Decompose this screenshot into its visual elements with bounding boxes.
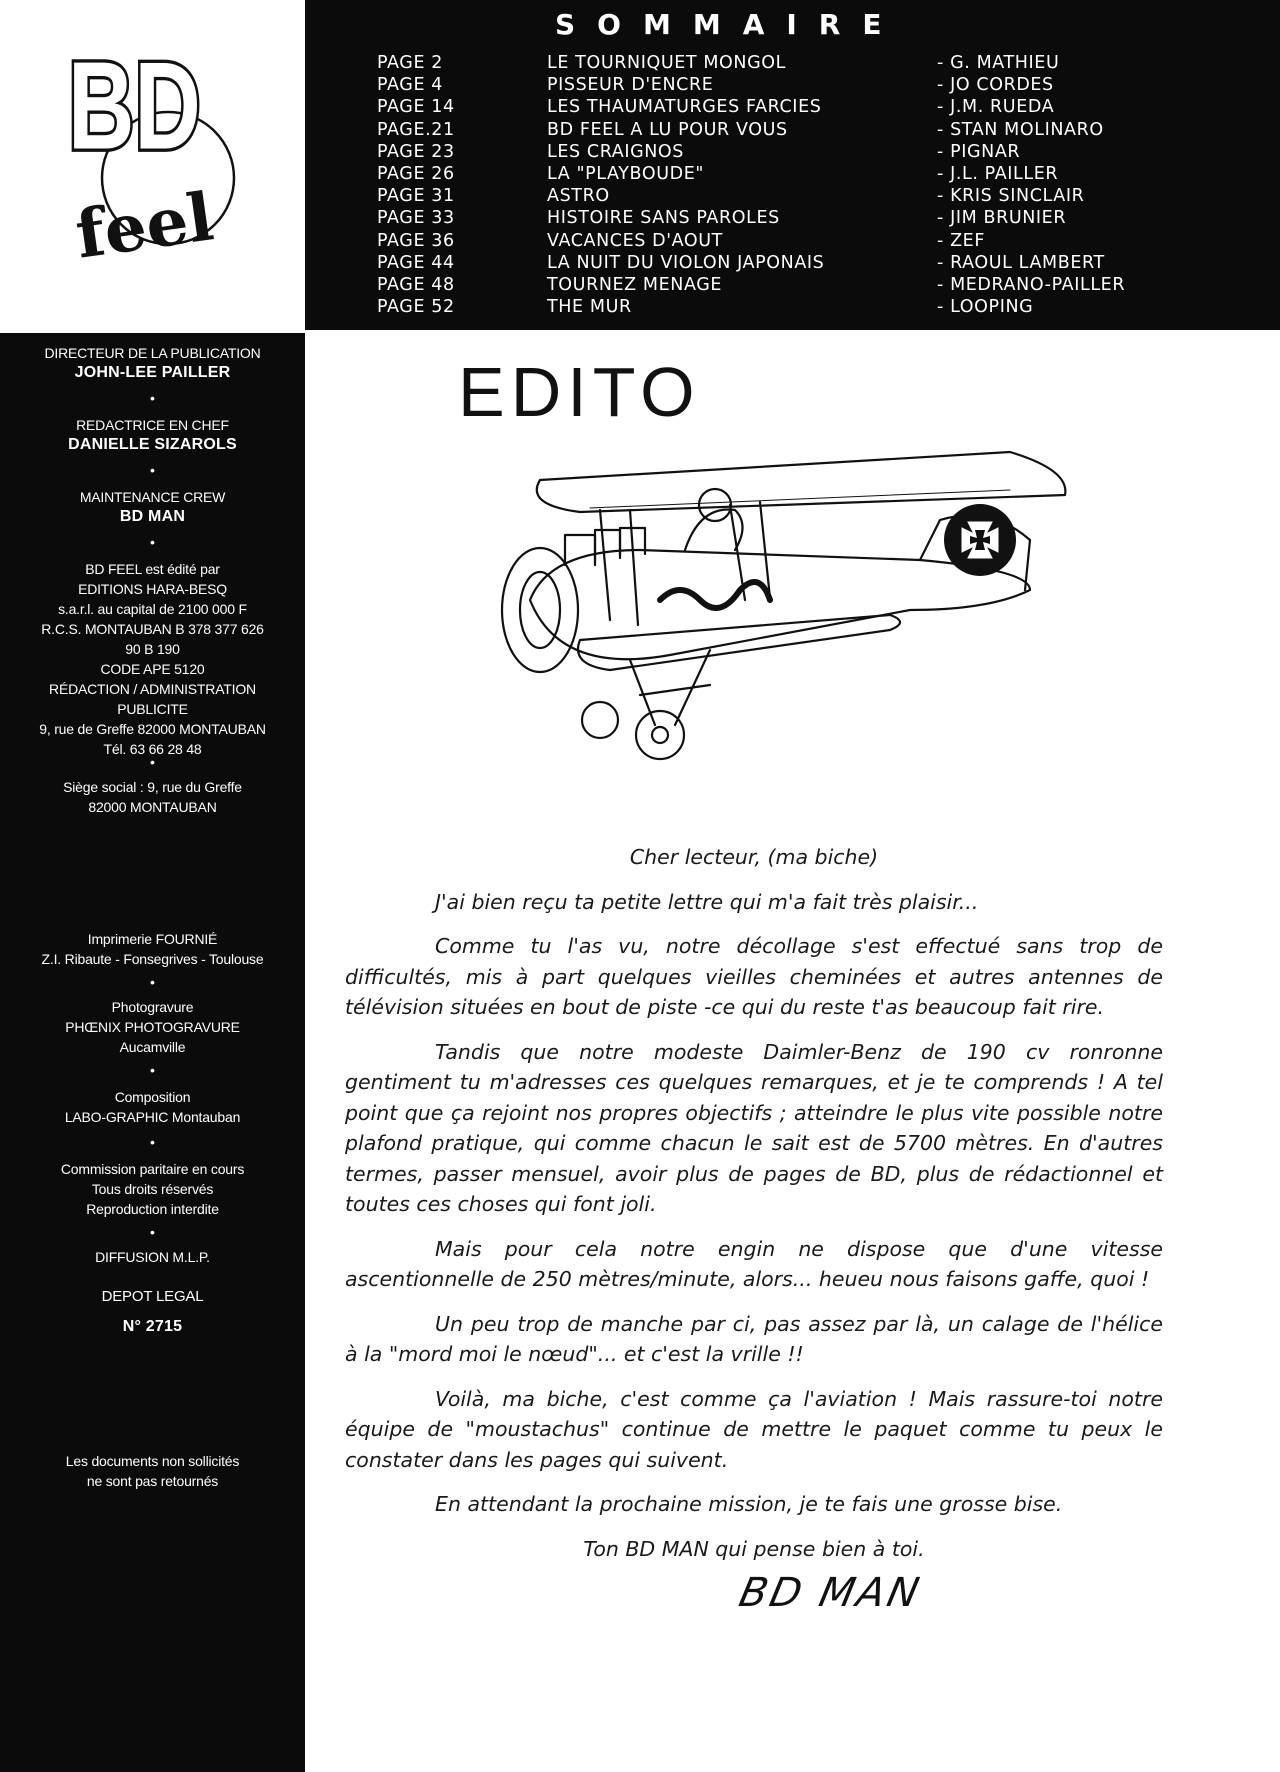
- toc-author: - STAN MOLINARO: [937, 119, 1104, 140]
- diffusion-block: [0, 1247, 305, 1267]
- toc-author: - J.L. PAILLER: [937, 163, 1059, 184]
- bd-feel-logo: [0, 0, 305, 330]
- toc-story-title: BD FEEL A LU POUR VOUS: [547, 119, 788, 140]
- rights-block: [0, 1159, 305, 1219]
- toc-author: - J.M. RUEDA: [937, 97, 1055, 118]
- toc-page-number: PAGE 14: [377, 97, 455, 118]
- toc-story-title: LES CRAIGNOS: [547, 141, 685, 162]
- sommaire-title: SOMMAIRE: [555, 8, 904, 41]
- toc-page-number: PAGE 33: [377, 208, 455, 229]
- letter-paragraph: Un peu trop de manche par ci, pas assez par là, un calage de l'hélice à la "mord moi le nœud"... et c'est la vrille !!: [345, 1311, 1163, 1366]
- footer-note: [0, 1451, 305, 1491]
- photogravure-block: [0, 997, 305, 1057]
- depot-number: N° 2715: [122, 1318, 183, 1335]
- rights-line: Reproduction interdite: [86, 1201, 219, 1217]
- toc-story-title: HISTOIRE SANS PAROLES: [547, 208, 780, 229]
- separator-dot: •: [150, 754, 155, 770]
- director-name: JOHN-LEE PAILLER: [74, 364, 231, 381]
- editor-label: REDACTRICE EN CHEF: [76, 417, 229, 433]
- toc-page-number: PAGE 2: [377, 53, 444, 73]
- toc-page-number: PAGE 36: [377, 230, 455, 251]
- credits-column: [0, 333, 305, 1772]
- editor-name: DANIELLE SIZAROLS: [68, 436, 237, 453]
- letter-paragraph: Tandis que notre modeste Daimler-Benz de 190 cv ronronne gentiment tu m'adresses ces quelques remarques, et je te comprends ! A tel point que ça rejoint nos propres objectifs ; atteindre le plus vite possible notre plafond pratique, qui comme chacun le sait est de 5700 mètres. En d'autres termes, passer mensuel, avoir plus de pages de BD, plus de rédactionnel et toutes ces choses qui font joli.: [345, 1039, 1163, 1216]
- depot-block: [0, 1287, 305, 1337]
- sommaire-panel: [305, 0, 1280, 330]
- printer-line: Z.I. Ribaute - Fonsegrives - Toulouse: [41, 951, 264, 967]
- biplane-illustration: [470, 450, 1080, 780]
- toc-author: - MEDRANO-PAILLER: [937, 274, 1126, 295]
- logo-line1: BD: [68, 37, 201, 176]
- director-block: [0, 343, 305, 383]
- composition-line: Composition: [114, 1089, 191, 1105]
- siege-line: Siège social : 9, rue du Greffe: [63, 779, 242, 795]
- footer-line: ne sont pas retournés: [86, 1473, 219, 1489]
- publisher-line: RÉDACTION / ADMINISTRATION: [49, 681, 256, 697]
- toc-story-title: LA NUIT DU VIOLON JAPONAIS: [547, 252, 825, 273]
- toc-page-number: PAGE 31: [377, 186, 455, 207]
- toc-page-number: PAGE 48: [377, 274, 455, 295]
- publisher-line: 9, rue de Greffe 82000 MONTAUBAN: [39, 721, 266, 737]
- siege-block: [0, 777, 305, 817]
- toc-story-title: PISSEUR D'ENCRE: [547, 75, 714, 96]
- signature: BD MAN: [735, 1570, 926, 1616]
- closing: Ton BD MAN qui pense bien à toi.: [583, 1536, 925, 1561]
- separator-dot: •: [150, 390, 155, 406]
- toc-author: - RAOUL LAMBERT: [937, 252, 1105, 273]
- publisher-line: 90 B 190: [125, 641, 180, 657]
- toc-author: - JO CORDES: [937, 75, 1054, 96]
- letter-paragraph: Voilà, ma biche, c'est comme ça l'aviation ! Mais rassure-toi notre équipe de "moustachus" continue de mettre le paquet comme tu peux le constater dans les pages qui suivent.: [345, 1386, 1163, 1472]
- publisher-line: CODE APE 5120: [100, 661, 205, 677]
- depot-label: DEPOT LEGAL: [101, 1288, 204, 1305]
- toc-author: - G. MATHIEU: [937, 53, 1060, 73]
- photogravure-line: Aucamville: [119, 1039, 186, 1055]
- toc-author: - JIM BRUNIER: [937, 208, 1067, 229]
- edito-title: EDITO: [458, 353, 701, 431]
- publisher-line: Tél. 63 66 28 48: [103, 741, 202, 757]
- toc-story-title: TOURNEZ MENAGE: [547, 274, 723, 295]
- editor-block: [0, 415, 305, 455]
- toc-page-number: PAGE 26: [377, 163, 455, 184]
- letter-paragraph: Comme tu l'as vu, notre décollage s'est effectué sans trop de difficultés, mis à part quelques vieilles cheminées et autres antennes de télévision situées en bout de piste -ce qui du reste t'as beaucoup fait rire.: [345, 934, 1163, 1019]
- rights-line: Commission paritaire en cours: [60, 1161, 245, 1177]
- greeting: Cher lecteur, (ma biche): [629, 845, 879, 869]
- printer-block: [0, 929, 305, 969]
- maintenance-label: MAINTENANCE CREW: [79, 489, 226, 505]
- toc-story-title: VACANCES D'AOUT: [547, 230, 723, 251]
- director-label: DIRECTEUR DE LA PUBLICATION: [44, 345, 261, 361]
- toc-author: - LOOPING: [937, 297, 1034, 318]
- separator-dot: •: [150, 1134, 155, 1150]
- toc-author: - PIGNAR: [937, 141, 1021, 162]
- maintenance-name: BD MAN: [119, 508, 186, 525]
- toc-page-number: PAGE 4: [377, 75, 444, 96]
- footer-line: Les documents non sollicités: [65, 1453, 240, 1469]
- bd-feel-logo-art: [0, 0, 305, 330]
- separator-dot: •: [150, 974, 155, 990]
- maintenance-block: [0, 487, 305, 527]
- toc-author: - ZEF: [937, 230, 985, 251]
- logo-line2: feel: [70, 177, 218, 274]
- letter-paragraph: En attendant la prochaine mission, je te fais une grosse bise.: [435, 1492, 1063, 1516]
- toc-story-title: LE TOURNIQUET MONGOL: [547, 53, 786, 73]
- toc-author: - KRIS SINCLAIR: [937, 186, 1085, 207]
- siege-line: 82000 MONTAUBAN: [88, 799, 217, 815]
- letter-paragraph: Mais pour cela notre engin ne dispose que d'une vitesse ascentionnelle de 250 mètres/minute, alors... heueu nous faisons gaffe, quoi !: [345, 1236, 1163, 1291]
- letter-body: [345, 887, 1163, 1520]
- publisher-block: [0, 559, 305, 759]
- photogravure-line: PHŒNIX PHOTOGRAVURE: [65, 1019, 240, 1035]
- edito-letter: [345, 842, 1163, 1578]
- publisher-line: PUBLICITE: [117, 701, 188, 717]
- separator-dot: •: [150, 462, 155, 478]
- composition-block: [0, 1087, 305, 1127]
- composition-line: LABO-GRAPHIC Montauban: [64, 1109, 241, 1125]
- toc-story-title: THE MUR: [547, 297, 632, 318]
- toc-page-number: PAGE 44: [377, 252, 455, 273]
- letter-paragraph: J'ai bien reçu ta petite lettre qui m'a fait très plaisir...: [435, 889, 979, 914]
- rights-line: Tous droits réservés: [91, 1181, 214, 1197]
- toc-story-title: LES THAUMATURGES FARCIES: [547, 97, 822, 118]
- toc-story-title: ASTRO: [547, 186, 610, 207]
- publisher-line: R.C.S. MONTAUBAN B 378 377 626: [41, 621, 264, 637]
- publisher-line: BD FEEL est édité par: [85, 561, 220, 577]
- separator-dot: •: [150, 534, 155, 550]
- separator-dot: •: [150, 1224, 155, 1240]
- toc-page-number: PAGE.21: [377, 119, 455, 140]
- toc-story-title: LA "PLAYBOUDE": [547, 163, 705, 184]
- publisher-line: EDITIONS HARA-BESQ: [78, 581, 227, 597]
- printer-line: Imprimerie FOURNIÉ: [87, 931, 218, 947]
- publisher-line: s.a.r.l. au capital de 2100 000 F: [58, 601, 247, 617]
- toc-page-number: PAGE 52: [377, 297, 455, 318]
- toc-page-number: PAGE 23: [377, 141, 455, 162]
- photogravure-line: Photogravure: [111, 999, 194, 1015]
- diffusion-text: DIFFUSION M.L.P.: [95, 1249, 210, 1265]
- separator-dot: •: [150, 1062, 155, 1078]
